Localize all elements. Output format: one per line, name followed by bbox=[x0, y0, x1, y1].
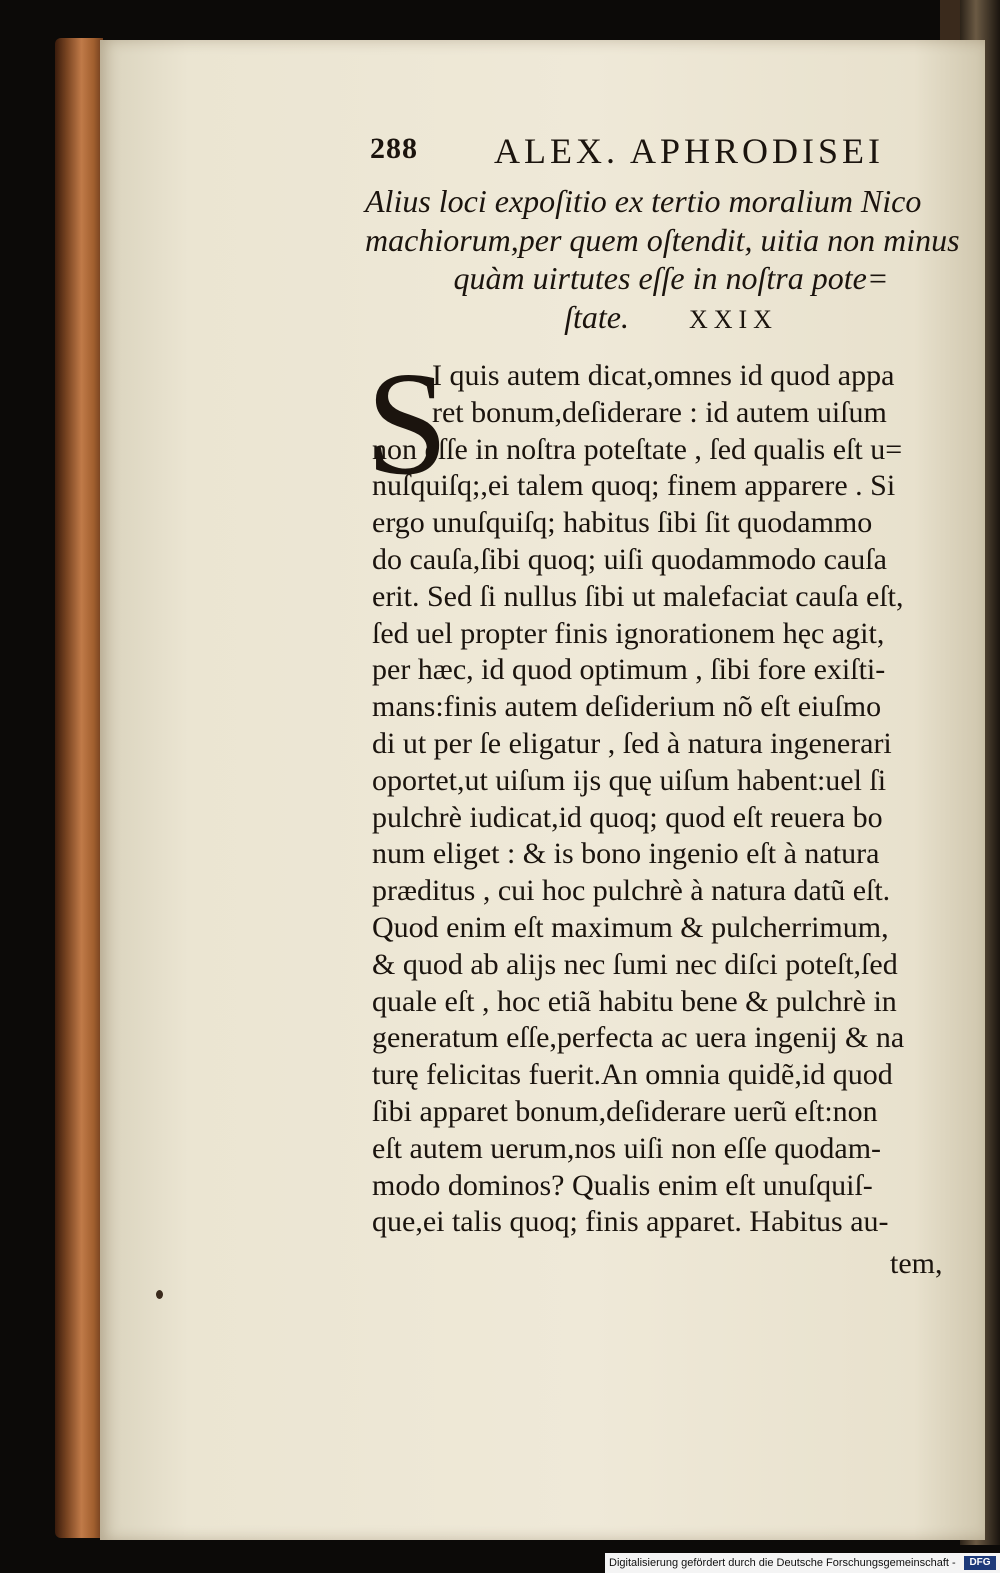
running-title: ALEX. APHRODISEI bbox=[494, 131, 885, 171]
text-line: num eliget : & is bono ingenio eſt à natura bbox=[372, 837, 880, 871]
chapter-number: XXIX bbox=[688, 304, 778, 334]
book-fore-edge bbox=[55, 38, 103, 1538]
body-text bbox=[372, 358, 972, 1241]
text-line: mans:finis autem deſiderium nõ eſt eiuſmo bbox=[372, 690, 882, 724]
text-line: ret bonum,deſiderare : id autem uiſum bbox=[432, 395, 887, 429]
text-line: per hæc, id quod optimum , ſibi fore exiſti- bbox=[372, 653, 886, 687]
text-line: & quod ab alijs nec ſumi nec diſci poteſt,ſed bbox=[372, 947, 898, 981]
heading-line: Alius loci expoſitio ex tertio moralium Nico bbox=[365, 183, 922, 219]
text-line: I quis autem dicat,omnes id quod appa bbox=[432, 359, 895, 392]
page-number: 288 bbox=[370, 132, 418, 165]
text-line: eſt autem uerum,nos uiſi non eſſe quodam- bbox=[372, 1131, 882, 1165]
text-line: non eſſe in noſtra poteſtate , ſed qualis eſt u= bbox=[372, 432, 903, 466]
text-line: Quod enim eſt maximum & pulcherrimum, bbox=[372, 910, 889, 944]
heading-line: ſtate. bbox=[564, 298, 629, 335]
text-line: do cauſa,ſibi quoq; uiſi quodammodo cauſa bbox=[372, 542, 887, 576]
heading-line: quàm uirtutes eſſe in noſtra pote= bbox=[453, 260, 889, 296]
text-line: generatum eſſe,perfecta ac uera ingenij & na bbox=[372, 1021, 905, 1055]
text-line: modo dominos? Qualis enim eſt unuſquiſ- bbox=[372, 1168, 873, 1202]
text-line: nuſquiſq;,ei talem quoq; finem apparere . Si bbox=[372, 469, 896, 503]
digitization-footer bbox=[605, 1553, 1000, 1573]
text-line: turę felicitas fuerit.An omnia quidẽ,id quod bbox=[372, 1058, 893, 1092]
ink-spot bbox=[156, 1290, 163, 1299]
heading-line-last bbox=[365, 298, 977, 340]
text-line: oportet,ut uiſum ijs quę uiſum habent:uel ſi bbox=[372, 763, 887, 797]
drop-cap-initial: S bbox=[366, 342, 449, 506]
text-line: ſibi apparet bonum,deſiderare uerũ eſt:non bbox=[372, 1094, 878, 1128]
heading-line: machiorum,per quem oſtendit, uitia non minus bbox=[365, 221, 960, 258]
footer-credit-text: Digitalisierung gefördert durch die Deutsche Forschungsgemeinschaft - bbox=[609, 1557, 956, 1569]
text-line: di ut per ſe eligatur , ſed à natura ingenerari bbox=[372, 726, 892, 760]
text-line: ſed uel propter finis ignorationem hęc agit, bbox=[372, 616, 885, 650]
text-line: ergo unuſquiſq; habitus ſibi ſit quodammo bbox=[372, 506, 873, 540]
dfg-logo: DFG bbox=[964, 1556, 996, 1570]
page-header bbox=[370, 132, 930, 176]
text-line: erit. Sed ſi nullus ſibi ut malefaciat cauſa eſt, bbox=[372, 579, 904, 613]
chapter-heading bbox=[365, 182, 977, 339]
text-line: pulchrè iudicat,id quoq; quod eſt reuera bo bbox=[372, 800, 883, 834]
catchword: tem, bbox=[890, 1247, 943, 1280]
text-line: quale eſt , hoc etiã habitu bene & pulchrè in bbox=[372, 984, 897, 1018]
text-line: præditus , cui hoc pulchrè à natura datũ eſt. bbox=[372, 874, 891, 908]
text-line: que,ei talis quoq; finis apparet. Habitus au- bbox=[372, 1205, 889, 1239]
